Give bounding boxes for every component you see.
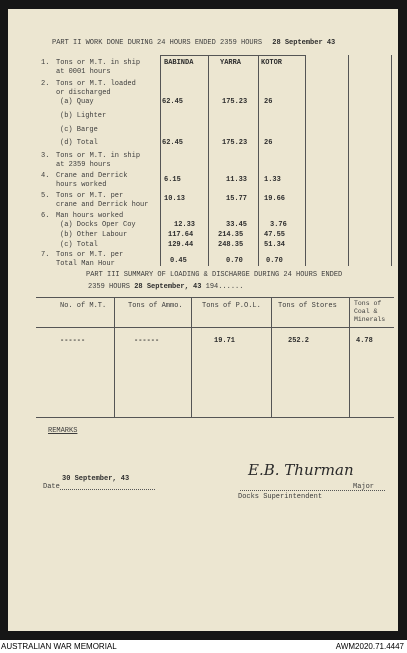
cell-value: 51.34 — [264, 241, 286, 249]
remarks-label: REMARKS — [48, 427, 78, 435]
cell-value: 19.66 — [264, 195, 286, 203]
cell-value: 129.44 — [168, 241, 194, 249]
part3-subtitle-date: 28 September, 43 — [134, 283, 202, 291]
row-label: (a) Docks Oper Coy — [60, 221, 136, 229]
cell-value: 248.35 — [218, 241, 244, 249]
footer-source: AUSTRALIAN WAR MEMORIAL — [1, 642, 117, 651]
signature: E.B. Thurman — [248, 461, 354, 479]
part2-col-divider — [160, 55, 161, 266]
cell-value: 0.70 — [226, 257, 243, 265]
cell-value: 0.45 — [170, 257, 187, 265]
part2-date: 28 September 43 — [272, 39, 336, 47]
part3-subtitle-suffix: 194...... — [205, 283, 244, 291]
date-line — [60, 489, 155, 490]
row-number: 1. — [41, 59, 50, 67]
cell-value: 15.77 — [226, 195, 248, 203]
cell-value: 0.70 — [266, 257, 283, 265]
row-label: crane and Derrick hour — [56, 201, 149, 209]
part3-top-rule — [36, 297, 394, 298]
document-page — [8, 9, 398, 631]
cell-value: 62.45 — [162, 98, 184, 106]
row-label: Total Man Hour — [56, 260, 115, 268]
cell-value: 33.45 — [226, 221, 248, 229]
signature-line — [240, 490, 385, 491]
cell-value: 11.33 — [226, 176, 248, 184]
part2-col-divider — [348, 55, 349, 266]
row-label: at 2359 hours — [56, 161, 111, 169]
part2-header-rule — [160, 55, 305, 56]
row-number: 4. — [41, 172, 50, 180]
date-value: 30 September, 43 — [62, 475, 130, 483]
archive-footer — [0, 640, 407, 653]
cell-value: 62.45 — [162, 139, 184, 147]
part3-header-stores: Tons of Stores — [278, 302, 337, 310]
row-label: hours worked — [56, 181, 107, 189]
part3-bottom-rule — [36, 417, 394, 418]
part2-title — [52, 39, 335, 48]
part3-col-divider — [114, 297, 115, 417]
column-header-babinda: BABINDA — [164, 59, 194, 67]
cell-value: 175.23 — [222, 139, 248, 147]
cell-value: 6.15 — [164, 176, 181, 184]
row-number: 7. — [41, 251, 50, 259]
part3-col-divider — [349, 297, 350, 417]
cell-value: 26 — [264, 139, 273, 147]
part3-col-divider — [271, 297, 272, 417]
part2-col-divider — [208, 55, 209, 266]
part3-header-coal: Tons of Coal & Minerals — [354, 300, 386, 323]
row-label: Crane and Derrick — [56, 172, 128, 180]
part2-col-divider — [305, 55, 306, 266]
part2-col-divider — [258, 55, 259, 266]
cell-value: 175.23 — [222, 98, 248, 106]
cell-value: 26 — [264, 98, 273, 106]
cell-value: 1.33 — [264, 176, 281, 184]
row-label: (b) Lighter — [60, 112, 107, 120]
rank-label: Major — [353, 483, 375, 491]
row-label: Man hours worked — [56, 212, 124, 220]
part3-header-pol: Tons of P.O.L. — [202, 302, 261, 310]
row-label: (c) Barge — [60, 126, 98, 134]
part2-col-divider — [391, 55, 392, 266]
part3-value-mt: ------ — [60, 337, 86, 345]
footer-reference: AWM2020.71.4447 — [335, 642, 404, 651]
column-header-kotor: KOTOR — [261, 59, 283, 67]
row-label: Tons or M.T. per — [56, 251, 124, 259]
row-label: or discharged — [56, 89, 111, 97]
row-number: 6. — [41, 212, 50, 220]
row-label: Tons or M.T. in ship — [56, 152, 141, 160]
part3-subtitle-prefix: 2359 HOURS — [88, 283, 131, 291]
cell-value: 47.55 — [264, 231, 286, 239]
part3-title: PART III SUMMARY OF LOADING & DISCHARGE DURING 24 HOURS ENDED — [86, 271, 343, 279]
part3-value-pol: 19.71 — [214, 337, 236, 345]
cell-value: 10.13 — [164, 195, 186, 203]
row-label: Tons or M.T. per — [56, 192, 124, 200]
part3-col-divider — [191, 297, 192, 417]
part3-subtitle — [88, 283, 243, 292]
row-label: at 0001 hours — [56, 68, 111, 76]
part2-title-text: PART II WORK DONE DURING 24 HOURS ENDED 2359 HOURS — [52, 39, 263, 47]
row-label: (b) Other Labour — [60, 231, 128, 239]
part3-header-mt: No. of M.T. — [60, 302, 107, 310]
date-label: Date — [43, 483, 60, 491]
part3-header-rule — [36, 327, 394, 328]
row-label: (d) Total — [60, 139, 98, 147]
cell-value: 214.35 — [218, 231, 244, 239]
cell-value: 12.33 — [174, 221, 196, 229]
cell-value: 117.64 — [168, 231, 194, 239]
part3-value-coal: 4.78 — [356, 337, 373, 345]
part3-value-ammo: ------ — [134, 337, 160, 345]
row-number: 3. — [41, 152, 50, 160]
cell-value: 3.76 — [270, 221, 287, 229]
row-label: Tons or M.T. in ship — [56, 59, 141, 67]
row-label: (a) Quay — [60, 98, 94, 106]
signature-title: Docks Superintendent — [238, 493, 323, 501]
column-header-yarra: YARRA — [220, 59, 242, 67]
row-label: Tons or M.T. loaded — [56, 80, 136, 88]
row-label: (c) Total — [60, 241, 98, 249]
row-number: 2. — [41, 80, 50, 88]
part3-header-ammo: Tons of Ammo. — [128, 302, 183, 310]
part3-value-stores: 252.2 — [288, 337, 310, 345]
row-number: 5. — [41, 192, 50, 200]
